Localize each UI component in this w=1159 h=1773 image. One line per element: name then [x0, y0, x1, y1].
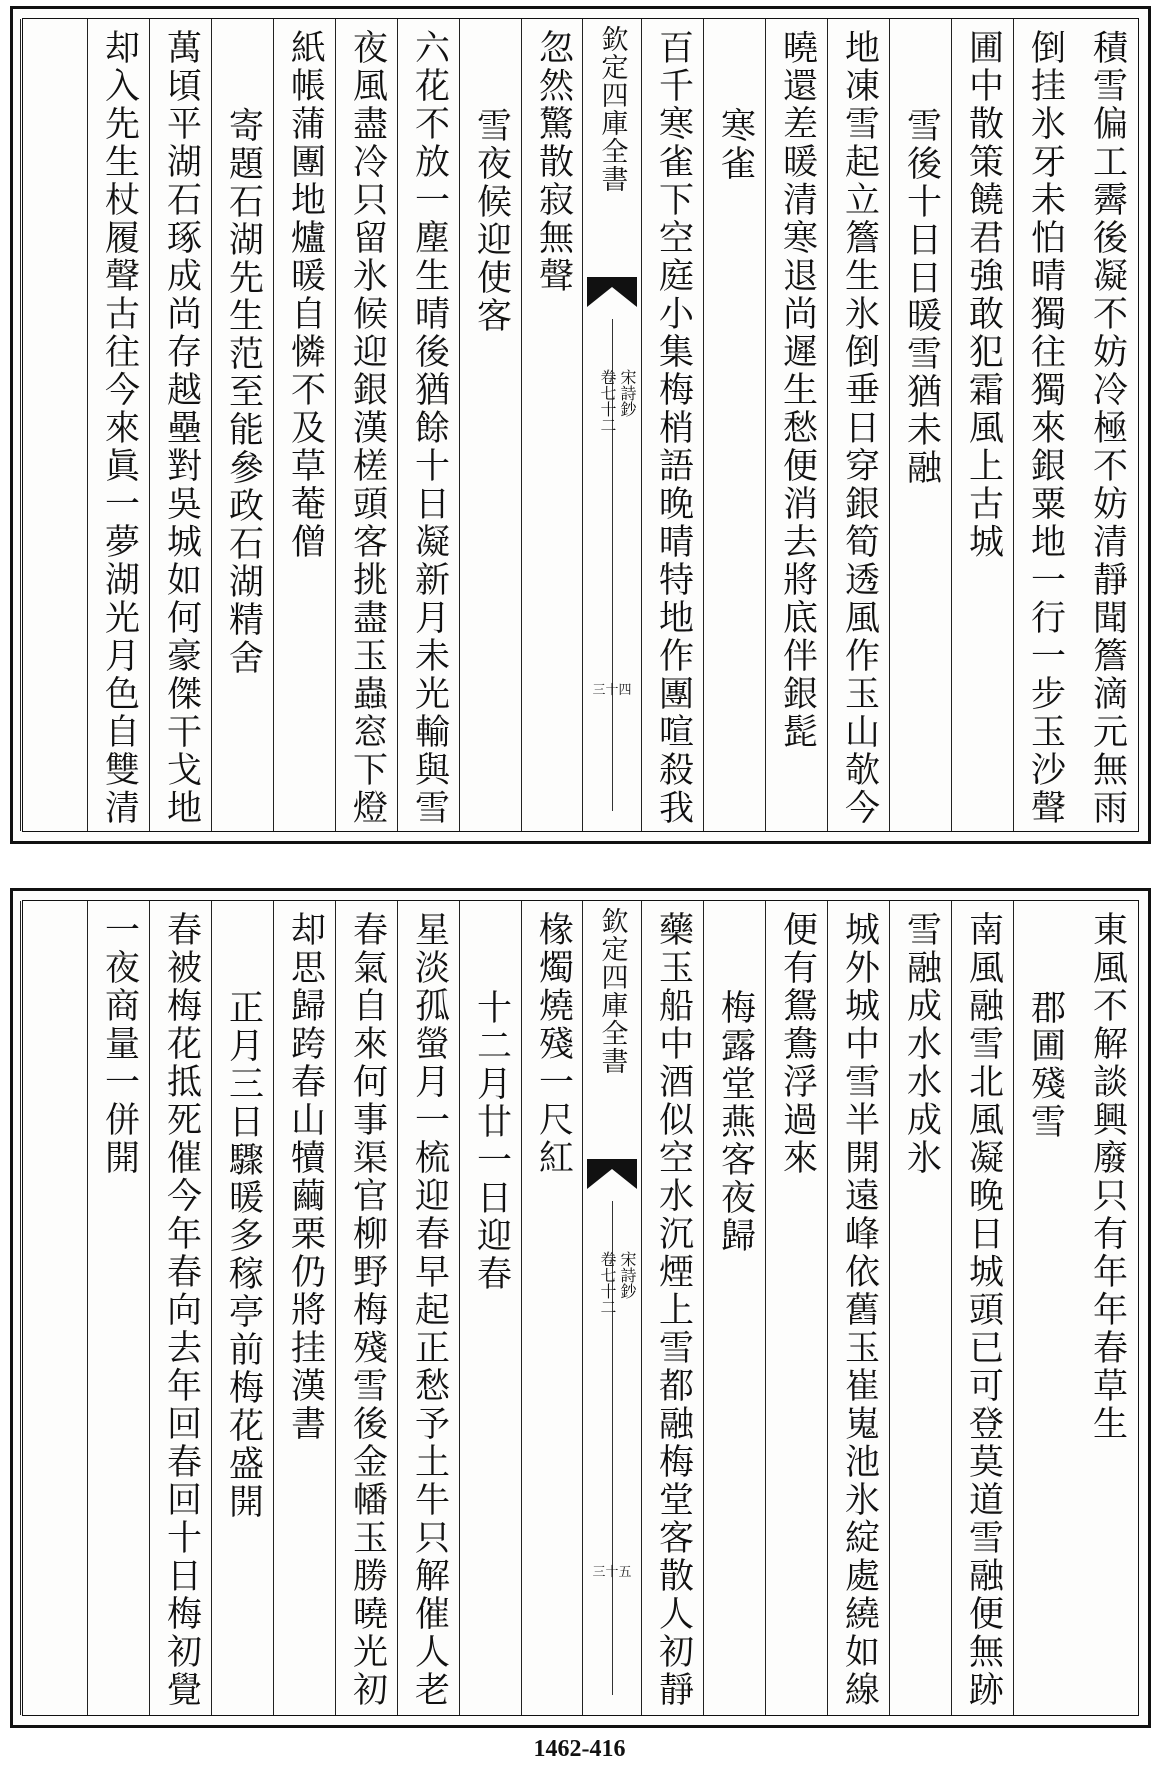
column-text: 却入先生杖履聲古往今來眞一夢湖光月色自雙清 [99, 29, 140, 827]
poem-title: 正月三日驟暖多稼亭前梅花盛開 [223, 989, 264, 1521]
text-column [87, 901, 150, 1715]
text-column [765, 19, 828, 831]
center-fold [582, 901, 642, 1715]
text-column [149, 901, 212, 1715]
column-text: 星淡孤螢月一梳迎春早起正愁予土牛只解催人老 [409, 911, 450, 1709]
text-column [1013, 901, 1076, 1715]
page-code: 1462-416 [533, 1736, 626, 1762]
top-page-frame [22, 18, 1139, 832]
text-column [273, 901, 336, 1715]
volume-number: 卷七十二 [598, 369, 617, 433]
poem-title: 雪夜候迎使客 [471, 107, 512, 335]
text-column [149, 19, 212, 831]
column-text: 便有鴛鴦浮過來 [777, 911, 818, 1177]
collection-name: 宋詩鈔 [618, 369, 637, 417]
text-column [889, 901, 952, 1715]
text-column [765, 901, 828, 1715]
text-column [521, 901, 584, 1715]
bottom-page [10, 888, 1151, 1728]
text-column [211, 19, 274, 831]
column-text: 六花不放一塵生晴後猶餘十日凝新月未光輸與雪 [409, 29, 450, 827]
column-text: 南風融雪北風凝晚日城頭已可登莫道雪融便無跡 [963, 911, 1004, 1709]
text-column [459, 19, 522, 831]
text-column [641, 901, 704, 1715]
text-column [1076, 19, 1138, 831]
column-text: 百千寒雀下空庭小集梅梢語晚晴特地作團喧殺我 [653, 29, 694, 827]
book-title: 欽定四庫全書 [596, 25, 628, 193]
column-text: 藥玉船中酒似空水沉煙上雪都融梅堂客散人初靜 [653, 911, 694, 1709]
poem-title: 梅露堂燕客夜歸 [715, 989, 756, 1255]
column-text: 春被梅花抵死催今年春向去年回春回十日梅初覺 [161, 911, 202, 1709]
column-text: 東風不解談興廢只有年年春草生 [1087, 911, 1128, 1443]
column-text: 曉還差暖清寒退尚遲生愁便消去將底伴銀髭 [777, 29, 818, 751]
collection-name: 宋詩鈔 [618, 1251, 637, 1299]
text-column [87, 19, 150, 831]
leaf-number: 三十四 [592, 683, 632, 698]
poem-title: 十二月廿一日迎春 [471, 989, 512, 1293]
text-column [641, 19, 704, 831]
text-column [951, 901, 1014, 1715]
column-text: 城外城中雪半開遠峰依舊玉崔嵬池氷綻處繞如線 [839, 911, 880, 1709]
text-column [827, 19, 890, 831]
text-column [335, 901, 398, 1715]
book-title: 欽定四庫全書 [596, 907, 628, 1075]
poem-title: 郡圃殘雪 [1025, 989, 1066, 1141]
poem-title: 雪後十日日暖雪猶未融 [901, 107, 942, 487]
bottom-page-frame [22, 900, 1139, 1716]
column-text: 倒挂氷牙未怕晴獨往獨來銀粟地一行一步玉沙聲 [1025, 29, 1066, 827]
volume-number: 卷七十二 [598, 1251, 617, 1315]
column-text: 地凍雪起立簷生氷倒垂日穿銀筍透風作玉山欹今 [839, 29, 880, 827]
column-text: 夜風盡冷只留氷候迎銀漢槎頭客挑盡玉蟲窓下燈 [347, 29, 388, 827]
column-text: 椽燭燒殘一尺紅 [533, 911, 574, 1177]
text-column [397, 19, 460, 831]
poem-title: 寄題石湖先生范至能參政石湖精舍 [223, 107, 264, 677]
column-text: 雪融成水水成氷 [901, 911, 942, 1177]
center-fold [582, 19, 642, 831]
column-text: 一夜商量一併開 [99, 911, 140, 1177]
text-column [273, 19, 336, 831]
column-text: 紙帳蒲團地爐暖自憐不及草菴僧 [285, 29, 326, 561]
text-column [335, 19, 398, 831]
text-column [1076, 901, 1138, 1715]
fish-tail-mark [587, 1159, 637, 1189]
column-text: 却思歸跨春山犢繭栗仍將挂漢書 [285, 911, 326, 1443]
text-column [703, 901, 766, 1715]
text-column [459, 901, 522, 1715]
blank-column [20, 19, 88, 831]
text-column [951, 19, 1014, 831]
column-text: 積雪偏工霽後凝不妨冷極不妨清靜聞簷滴元無雨 [1087, 29, 1128, 827]
leaf-number: 三十五 [592, 1565, 632, 1580]
blank-column [20, 901, 88, 1715]
text-column [889, 19, 952, 831]
column-text: 萬頃平湖石琢成尚存越壘對吳城如何豪傑干戈地 [161, 29, 202, 827]
text-column [1013, 19, 1076, 831]
column-text: 春氣自來何事渠官柳野梅殘雪後金幡玉勝曉光初 [347, 911, 388, 1709]
text-column [397, 901, 460, 1715]
text-column [521, 19, 584, 831]
text-column [211, 901, 274, 1715]
column-text: 圃中散策饒君強敢犯霜風上古城 [963, 29, 1004, 561]
poem-title: 寒雀 [715, 107, 756, 183]
fish-tail-mark [587, 277, 637, 307]
column-text: 忽然驚散寂無聲 [533, 29, 574, 295]
top-page [10, 6, 1151, 844]
text-column [703, 19, 766, 831]
text-column [827, 901, 890, 1715]
